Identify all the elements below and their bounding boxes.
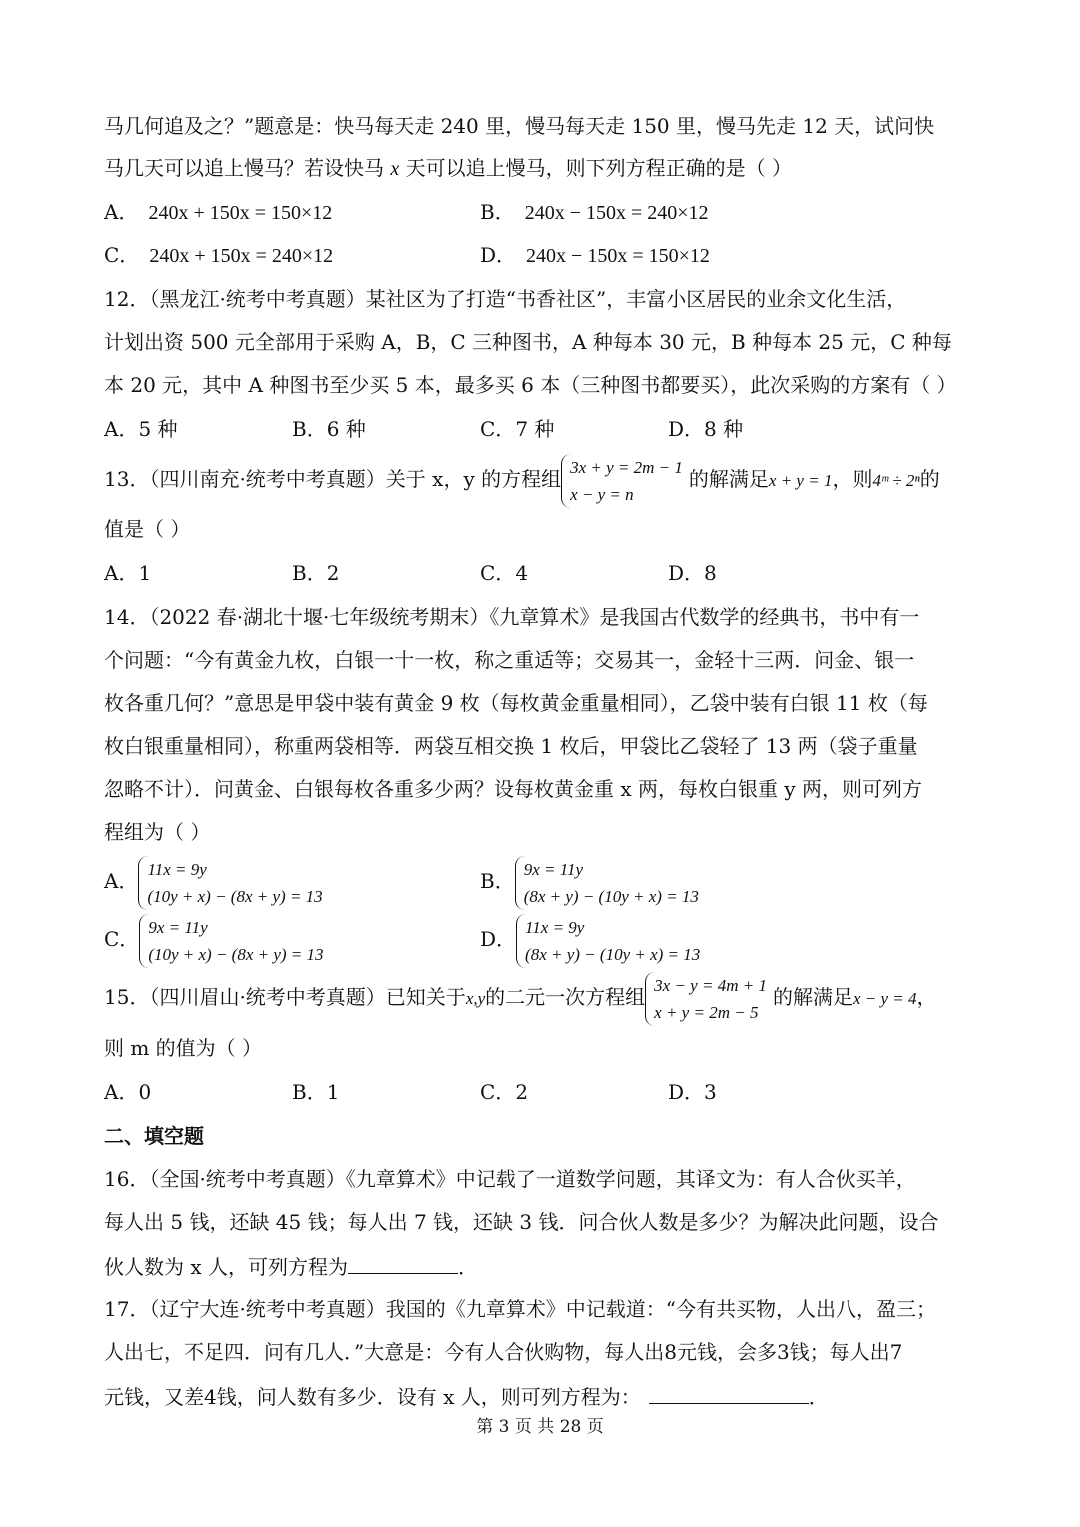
- option-equation: 240x + 150x = 240×12: [149, 245, 334, 267]
- q14-line5: 忽略不计）．问黄金、白银每枚各重多少两？设每枚黄金重 x 两，每枚白银重 y 两，则可列方: [104, 777, 923, 801]
- q11-variable: x: [390, 158, 400, 180]
- q13-line1: [104, 450, 940, 510]
- option-label: A．: [104, 200, 139, 224]
- option-label: D．: [668, 1080, 705, 1104]
- q12-option-d[interactable]: [668, 415, 743, 443]
- system-row-1: 9x = 11y: [148, 917, 208, 937]
- option-text: 1: [326, 1080, 340, 1104]
- q15-option-a[interactable]: [104, 1078, 151, 1106]
- q14-line1: 14．（2022 春·湖北十堰·七年级统考期末）《九章算术》是我国古代数学的经典书，书中有一: [104, 605, 920, 629]
- system-row-1: 3x − y = 4m + 1: [654, 975, 767, 995]
- option-label: C．: [480, 1080, 516, 1104]
- option-text: 2: [326, 561, 340, 585]
- option-label: C．: [104, 243, 140, 267]
- q14-option-d[interactable]: [480, 910, 706, 968]
- page-footer: 第 3 页 共 28 页: [476, 1417, 604, 1437]
- q15-text-c: 的解满足: [772, 985, 853, 1009]
- system-row-2: x + y = 2m − 5: [654, 1002, 759, 1022]
- q15-text-d: ，: [916, 985, 937, 1009]
- q13-option-a[interactable]: [104, 559, 151, 587]
- q16-answer-blank[interactable]: [348, 1251, 458, 1274]
- q15-line1: [104, 968, 937, 1028]
- q12-option-a[interactable]: [104, 415, 178, 443]
- q13-line2: 值是（ ）: [104, 517, 191, 541]
- q12-line3: 本 20 元，其中 A 种图书至少买 5 本，最多买 6 本（三种图书都要买），此次采购的方案有（ ）: [104, 373, 957, 397]
- q12-option-c[interactable]: [480, 415, 554, 443]
- option-label: B．: [292, 561, 327, 585]
- q14-line2: 个问题：“今有黄金九枚，白银一十一枚，称之重适等；交易其一，金轻十三两．问金、银一: [104, 648, 915, 672]
- q11-option-b[interactable]: [480, 198, 709, 227]
- q13-expression: 4ᵐ ÷ 2ⁿ: [872, 471, 920, 490]
- q16-line3: [104, 1251, 478, 1281]
- system-row-1: 3x + y = 2m − 1: [570, 457, 683, 477]
- option-label: A．: [104, 1080, 139, 1104]
- section-heading-fill-in: 二、填空题: [104, 1124, 204, 1148]
- option-text: 7 种: [515, 417, 555, 441]
- q11-option-d[interactable]: [480, 241, 710, 270]
- q14-line4: 枚白银重量相同），称重两袋相等．两袋互相交换 1 枚后，甲袋比乙袋轻了 13 两（袋子重量: [104, 734, 918, 758]
- option-label: D．: [480, 927, 517, 951]
- option-text: 3: [704, 1080, 717, 1104]
- q11-line1: 马几何追及之？”题意是：快马每天走 240 里，慢马每天走 150 里，慢马先走 12 天，试问快: [104, 114, 935, 138]
- q14-option-c[interactable]: [104, 910, 330, 968]
- system-row-1: 11x = 9y: [525, 917, 585, 937]
- option-text: 1: [138, 561, 152, 585]
- system-row-2: x − y = n: [570, 484, 634, 504]
- option-text: 2: [515, 1080, 529, 1104]
- q17-line3-end: ．: [808, 1385, 829, 1409]
- option-text: 8: [704, 561, 717, 585]
- option-text: 8 种: [704, 417, 744, 441]
- q17-line1: 17．（辽宁大连·统考中考真题）我国的《九章算术》中记载道：“今有共买物，人出八，盈三；: [104, 1297, 937, 1321]
- q11-option-a[interactable]: [104, 198, 332, 227]
- q13-text-a: 13．（四川南充·统考中考真题）关于 x，y 的方程组: [104, 467, 562, 491]
- q15-variables: x,y: [465, 989, 486, 1008]
- option-label: C．: [480, 561, 516, 585]
- system-row-1: 9x = 11y: [523, 859, 584, 879]
- option-text: 5 种: [138, 417, 178, 441]
- q13-condition: x + y = 1: [768, 471, 833, 490]
- q15-option-c[interactable]: [480, 1078, 528, 1106]
- option-label: C．: [104, 927, 140, 951]
- q12-line1: 12．（黑龙江·统考中考真题）某社区为了打造“书香社区”，丰富小区居民的业余文化生活，: [104, 287, 907, 311]
- option-equation: 240x + 150x = 150×12: [148, 202, 333, 224]
- option-label: D．: [668, 417, 705, 441]
- q14-option-a[interactable]: [104, 852, 329, 910]
- option-label: A．: [104, 561, 139, 585]
- option-text: 0: [138, 1080, 152, 1104]
- system-row-2: (8x + y) − (10y + x) = 13: [525, 944, 701, 964]
- q17-line3: [104, 1381, 829, 1411]
- option-equation-system: [139, 914, 329, 968]
- system-row-2: (8x + y) − (10y + x) = 13: [523, 886, 699, 906]
- q13-option-b[interactable]: [292, 559, 339, 587]
- option-label: B．: [292, 1080, 327, 1104]
- system-row-2: (10y + x) − (8x + y) = 13: [148, 944, 324, 964]
- q13-equation-system: [561, 454, 689, 508]
- option-label: D．: [668, 561, 705, 585]
- q16-line2: 每人出 5 钱，还缺 45 钱；每人出 7 钱，还缺 3 钱．问合伙人数是多少？为解决此问题，设合: [104, 1210, 939, 1234]
- option-label: C．: [480, 417, 516, 441]
- option-equation-system: [516, 914, 706, 968]
- q15-option-d[interactable]: [668, 1078, 717, 1106]
- q15-text-a: 15．（四川眉山·统考中考真题）已知关于: [104, 985, 466, 1009]
- q11-line2-text-b: 天可以追上慢马，则下列方程正确的是（ ）: [405, 156, 792, 180]
- option-label: D．: [480, 243, 517, 267]
- q17-answer-blank[interactable]: [649, 1381, 809, 1404]
- q15-equation-system: [645, 972, 773, 1026]
- q11-line2-text-a: 马几天可以追上慢马？若设快马: [104, 156, 384, 180]
- option-equation-system: [515, 856, 705, 910]
- option-label: B．: [480, 869, 515, 893]
- option-equation: 240x − 150x = 150×12: [526, 245, 710, 267]
- option-text: 4: [515, 561, 529, 585]
- q15-condition: x − y = 4: [852, 989, 917, 1008]
- q11-option-c[interactable]: [104, 241, 333, 270]
- system-row-2: (10y + x) − (8x + y) = 13: [147, 886, 323, 906]
- option-label: A．: [104, 869, 139, 893]
- q15-line2: 则 m 的值为（ ）: [104, 1036, 263, 1060]
- q16-line3-end: ．: [458, 1255, 478, 1279]
- q16-line3-text: 伙人数为 x 人，可列方程为: [104, 1255, 348, 1279]
- q13-text-c: ，则: [832, 467, 873, 491]
- q17-line2: 人出七，不足四．问有几人．”大意是：今有人合伙购物，每人出8元钱，会多3钱；每人出7: [104, 1340, 903, 1364]
- q16-line1: 16．（全国·统考中考真题）《九章算术》中记载了一道数学问题，其译文为：有人合伙买羊，: [104, 1167, 916, 1191]
- system-row-1: 11x = 9y: [147, 859, 207, 879]
- q11-line2: [104, 154, 792, 183]
- q15-text-b: 的二元一次方程组: [485, 985, 646, 1009]
- q15-option-b[interactable]: [292, 1078, 339, 1106]
- q14-option-b[interactable]: [480, 852, 705, 910]
- q12-option-b[interactable]: [292, 415, 366, 443]
- option-label: A．: [104, 417, 139, 441]
- q14-line3: 枚各重几何？”意思是甲袋中装有黄金 9 枚（每枚黄金重量相同），乙袋中装有白银 11 枚（每: [104, 691, 928, 715]
- option-text: 6 种: [326, 417, 366, 441]
- q13-option-c[interactable]: [480, 559, 528, 587]
- option-label: B．: [292, 417, 327, 441]
- option-label: B．: [480, 200, 515, 224]
- q13-text-b: 的解满足: [688, 467, 769, 491]
- option-equation: 240x − 150x = 240×12: [524, 202, 709, 224]
- q12-line2: 计划出资 500 元全部用于采购 A，B，C 三种图书，A 种每本 30 元，B 种每本 25 元，C 种每: [104, 330, 952, 354]
- q14-line6: 程组为（ ）: [104, 820, 211, 844]
- option-equation-system: [138, 856, 328, 910]
- q13-option-d[interactable]: [668, 559, 717, 587]
- q17-line3-text: 元钱，又差4钱，问人数有多少．设有 x 人，则可列方程为：: [104, 1385, 641, 1409]
- q13-text-d: 的: [919, 467, 940, 491]
